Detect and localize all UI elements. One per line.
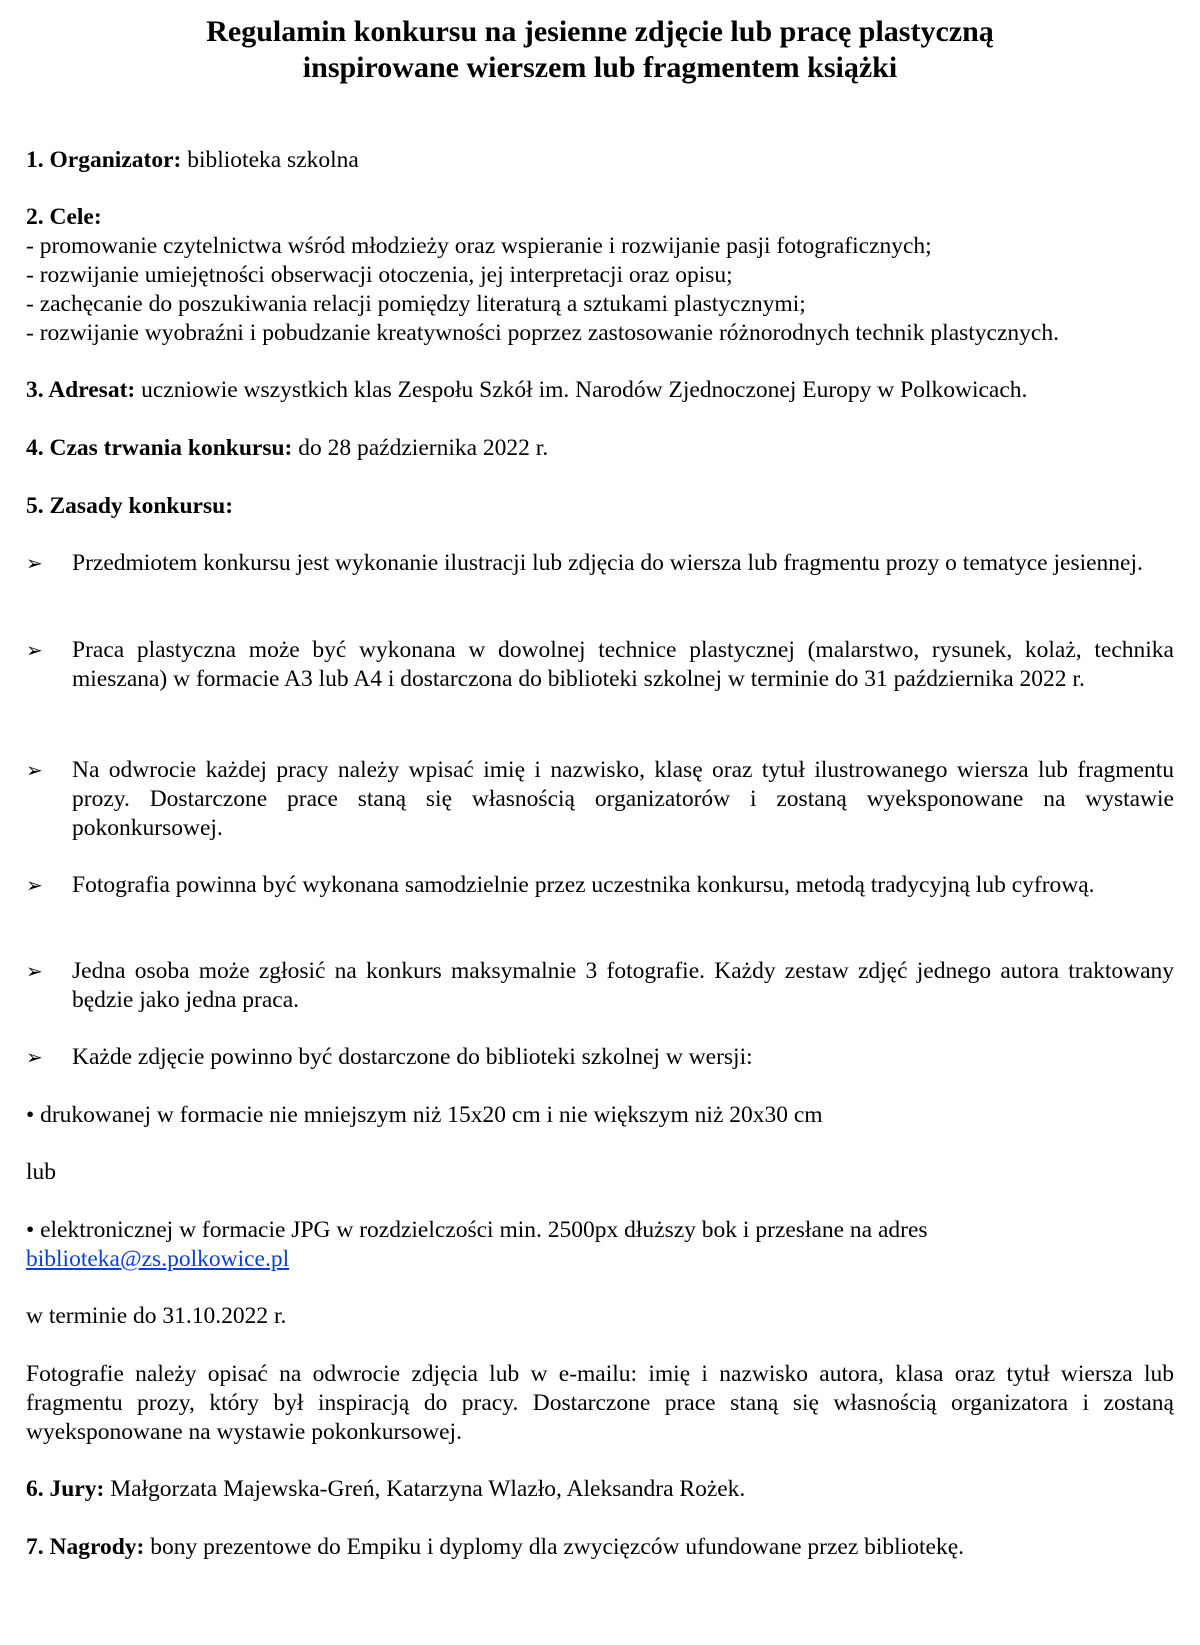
- goal-item: - rozwijanie umiejętności obserwacji otoczenia, jej interpretacji oraz opisu;: [26, 262, 733, 288]
- section-organizer-label: 1. Organizator:: [26, 147, 182, 173]
- rule-text: Fotografia powinna być wykonana samodzielnie przez uczestnika konkursu, metodą tradycyjną lub cyfrową.: [72, 872, 1095, 898]
- rule-text: Na odwrocie każdej pracy należy wpisać imię i nazwisko, klasę oraz tytuł ilustrowanego wiersza lub fragmentu prozy. Dostarczone prace staną się własnością organizatorów i zostaną wyeksponowane na wystawie pokonkursowej.: [72, 757, 1174, 841]
- section-jury: [26, 1475, 1174, 1504]
- section-addressee-text: uczniowie wszystkich klas Zespołu Szkół im. Narodów Zjednoczonej Europy w Polkowicach.: [135, 377, 1028, 403]
- rule-text: Przedmiotem konkursu jest wykonanie ilustracji lub zdjęcia do wiersza lub fragmentu prozy o tematyce jesiennej.: [72, 550, 1143, 576]
- title-line-2: inspirowane wierszem lub fragmentem książki: [302, 51, 898, 84]
- section-addressee-label: 3. Adresat:: [26, 377, 136, 403]
- rule-bullet: [26, 957, 1174, 1015]
- section-prizes-label: 7. Nagrody:: [26, 1534, 145, 1560]
- photo-description-note: Fotografie należy opisać na odwrocie zdjęcia lub w e-mailu: imię i nazwisko autora, klasa oraz tytuł wiersza lub fragmentu prozy, który był inspiracją do pracy. Dostarczone prace staną się własnością organizatora i zostaną wyeksponowane na wystawie pokonkursowej.: [26, 1361, 1174, 1445]
- section-addressee: [26, 376, 1174, 405]
- section-goals: [26, 203, 1174, 348]
- electronic-version-option: [26, 1216, 1174, 1274]
- arrow-bullet-icon: ➢: [26, 1045, 43, 1069]
- arrow-bullet-icon: ➢: [26, 873, 43, 897]
- arrow-bullet-icon: ➢: [26, 959, 43, 983]
- section-rules-heading: [26, 492, 1174, 521]
- electronic-version-text: • elektronicznej w formacie JPG w rozdzielczości min. 2500px dłuższy bok i przesłane na adres: [26, 1217, 928, 1243]
- rule-bullet: [26, 871, 1174, 900]
- section-prizes: [26, 1533, 1174, 1562]
- section-duration: [26, 434, 1174, 463]
- section-prizes-text: bony prezentowe do Empiku i dyplomy dla zwycięzców ufundowane przez bibliotekę.: [144, 1534, 965, 1560]
- rule-bullet: [26, 1043, 1174, 1072]
- section-jury-text: Małgorzata Majewska-Greń, Katarzyna Wlazło, Aleksandra Rożek.: [104, 1476, 746, 1502]
- rule-bullet: [26, 549, 1174, 578]
- rule-text: Każde zdjęcie powinno być dostarczone do biblioteki szkolnej w wersji:: [72, 1044, 753, 1070]
- photo-deadline: w terminie do 31.10.2022 r.: [26, 1303, 287, 1329]
- rule-bullet: [26, 756, 1174, 843]
- title-line-1: Regulamin konkursu na jesienne zdjęcie lub pracę plastyczną: [206, 15, 994, 48]
- print-version-option: • drukowanej w formacie nie mniejszym niż 15x20 cm i nie większym niż 20x30 cm: [26, 1102, 823, 1128]
- section-rules-label: 5. Zasady konkursu:: [26, 493, 234, 519]
- section-goals-label: 2. Cele:: [26, 204, 102, 230]
- arrow-bullet-icon: ➢: [26, 758, 43, 782]
- arrow-bullet-icon: ➢: [26, 638, 43, 662]
- or-separator: lub: [26, 1159, 57, 1185]
- goal-item: - rozwijanie wyobraźni i pobudzanie kreatywności poprzez zastosowanie różnorodnych technik plastycznych.: [26, 320, 1059, 346]
- rule-text: Jedna osoba może zgłosić na konkurs maksymalnie 3 fotografie. Każdy zestaw zdjęć jednego autora traktowany będzie jako jedna praca.: [72, 958, 1174, 1013]
- document-title: [0, 14, 1200, 86]
- section-organizer-text: biblioteka szkolna: [181, 147, 359, 173]
- rule-bullet: [26, 636, 1174, 694]
- section-duration-text: do 28 października 2022 r.: [292, 435, 549, 461]
- rule-text: Praca plastyczna może być wykonana w dowolnej technice plastycznej (malarstwo, rysunek, kolaż, technika mieszana) w formacie A3 lub A4 i dostarczona do biblioteki szkolnej w terminie do 31 października 2022 r.: [72, 637, 1174, 692]
- section-duration-label: 4. Czas trwania konkursu:: [26, 435, 293, 461]
- section-jury-label: 6. Jury:: [26, 1476, 105, 1502]
- arrow-bullet-icon: ➢: [26, 551, 43, 575]
- section-organizer: [26, 146, 1174, 175]
- email-link[interactable]: biblioteka@zs.polkowice.pl: [26, 1246, 290, 1272]
- goal-item: - zachęcanie do poszukiwania relacji pomiędzy literaturą a sztukami plastycznymi;: [26, 291, 806, 317]
- goal-item: - promowanie czytelnictwa wśród młodzieży oraz wspieranie i rozwijanie pasji fotograficznych;: [26, 233, 932, 259]
